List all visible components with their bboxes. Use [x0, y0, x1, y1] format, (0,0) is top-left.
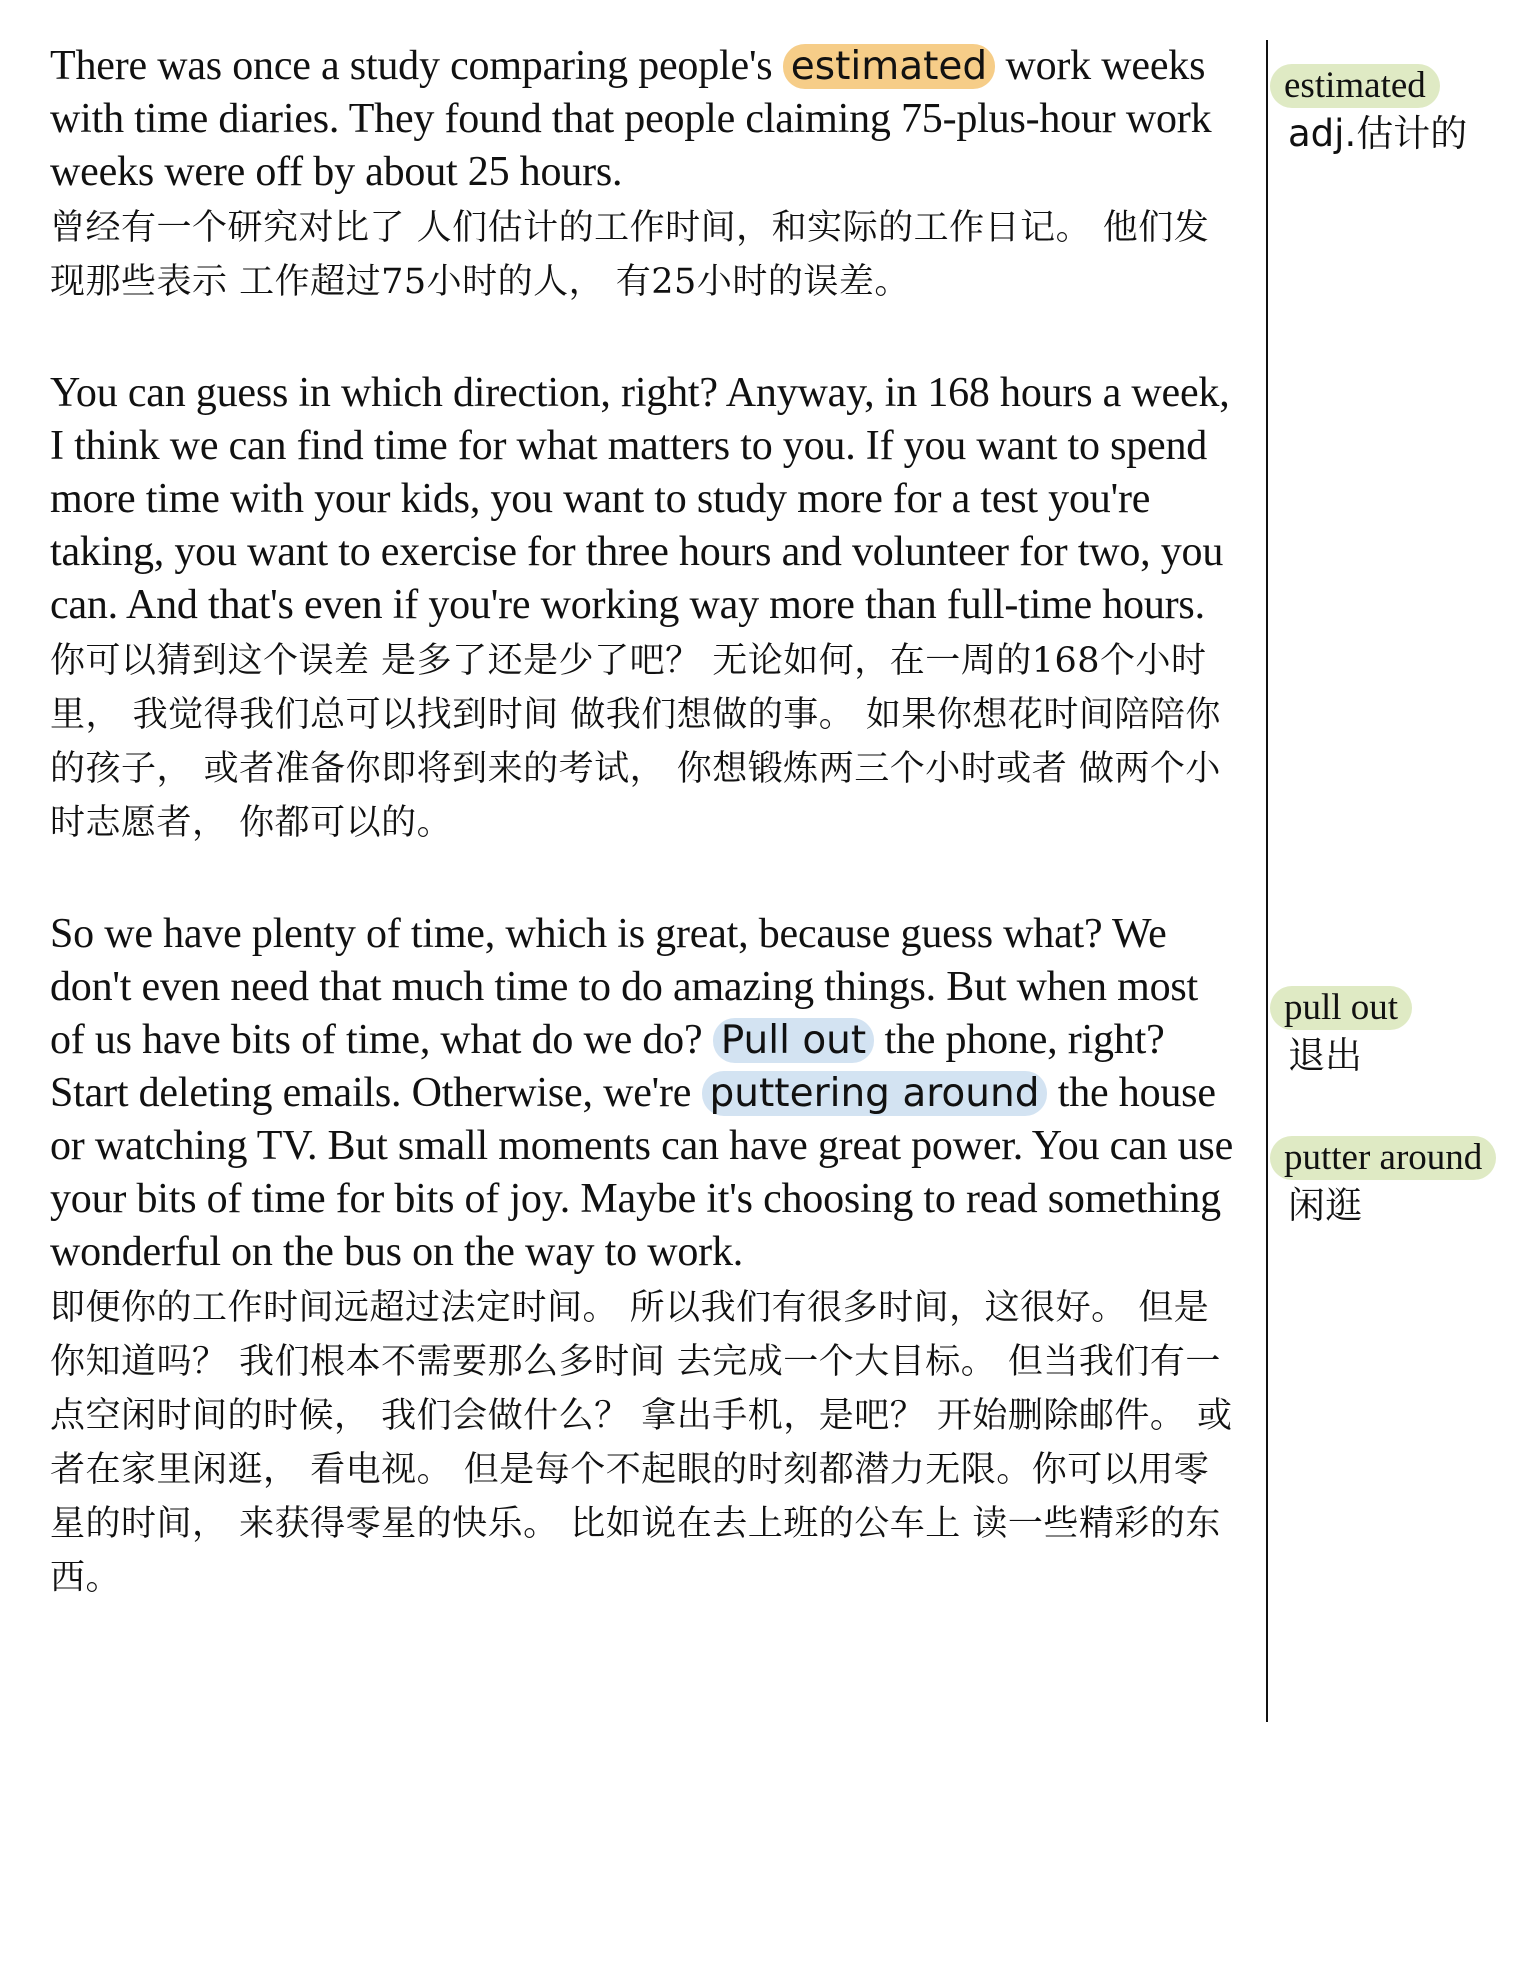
paragraph-1 — [50, 40, 1240, 309]
vocab-term: pull out — [1270, 986, 1412, 1030]
column-divider — [1266, 40, 1268, 1722]
chinese-translation: 曾经有一个研究对比了 人们估计的工作时间，和实际的工作日记。 他们发现那些表示 工作超过75小时的人， 有25小时的误差。 — [50, 208, 1210, 302]
vocab-entry-estimated[interactable] — [1270, 64, 1538, 158]
vocab-gloss: adj.估计的 — [1288, 112, 1468, 155]
highlighted-word-estimated[interactable]: estimated — [783, 44, 995, 89]
english-text: So we have plenty of time, which is great, because guess what? We don't even need that much time to do amazing things. But when most of us have bits of time, what do we do? Pull out the phone, right? Start deleting emails. Otherwise, we're puttering around the house or watching TV. But small moments can have great power. You can use your bits of time for bits of joy. Maybe it's choosing to read something wonderful on the bus on the way to work. — [50, 911, 1234, 1275]
main-text-column — [50, 40, 1240, 1663]
paragraph-2 — [50, 367, 1240, 850]
paragraph-3 — [50, 908, 1240, 1605]
english-text: You can guess in which direction, right? Anyway, in 168 hours a week, I think we can find time for what matters to you. If you want to spend more time with your kids, you want to study more for a test you're taking, you want to exercise for three hours and volunteer for two, you can. And that's even if you're working way more than full-time hours. — [50, 370, 1230, 628]
chinese-translation: 你可以猜到这个误差 是多了还是少了吧？ 无论如何，在一周的168个小时里， 我觉得我们总可以找到时间 做我们想做的事。 如果你想花时间陪陪你的孩子， 或者准备你即将到来的考试， 你想锻炼两三个小时或者 做两个小时志愿者， 你都可以的。 — [50, 641, 1221, 843]
vocab-term: putter around — [1270, 1136, 1496, 1180]
vocab-gloss: 退出 — [1288, 1034, 1362, 1077]
english-text: There was once a study comparing people's estimated work weeks with time diaries. They found that people claiming 75-plus-hour work weeks were off by about 25 hours. — [50, 43, 1212, 195]
highlighted-phrase-puttering-around[interactable]: puttering around — [702, 1071, 1048, 1116]
highlighted-phrase-pull-out[interactable]: Pull out — [713, 1018, 875, 1063]
chinese-translation: 即便你的工作时间远超过法定时间。 所以我们有很多时间，这很好。 但是你知道吗？ 我们根本不需要那么多时间 去完成一个大目标。 但当我们有一点空闲时间的时候， 我们会做什么？ 拿出手机，是吧？ 开始删除邮件。 或者在家里闲逛， 看电视。 但是每个不起眼的时刻都潜力无限。你可以用零星的时间， 来获得零星的快乐。 比如说在去上班的公车上 读一些精彩的东西。 — [50, 1288, 1233, 1598]
vocab-entry-pull-out[interactable] — [1270, 986, 1538, 1080]
vocab-gloss: 闲逛 — [1288, 1184, 1362, 1227]
vocab-entry-putter-around[interactable] — [1270, 1136, 1538, 1230]
vocab-term: estimated — [1270, 64, 1440, 108]
